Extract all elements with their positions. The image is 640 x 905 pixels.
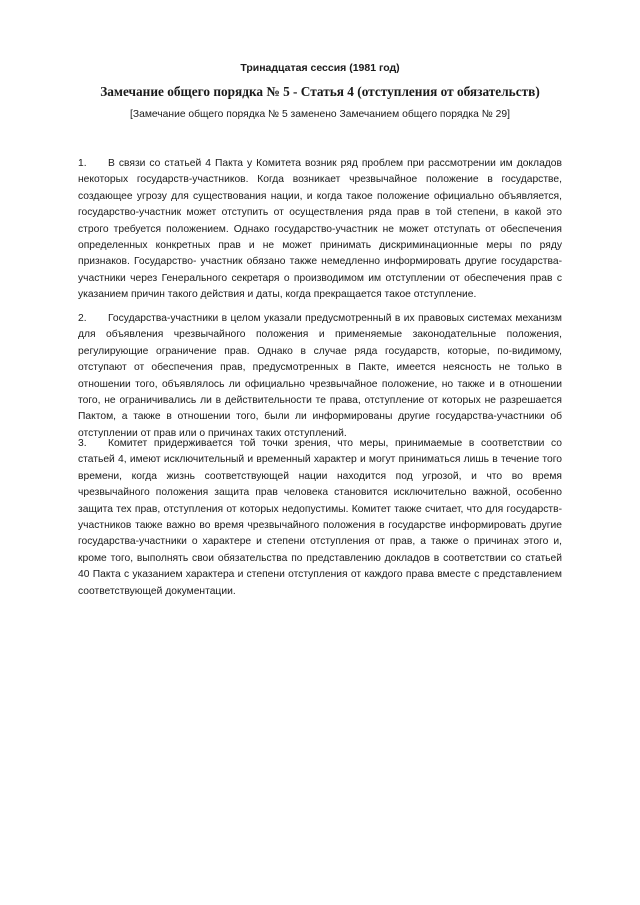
session-heading: Тринадцатая сессия (1981 год)	[240, 62, 400, 74]
document-title: Замечание общего порядка № 5 - Статья 4 (отступления от обязательств)	[100, 84, 540, 99]
paragraph-number: 3.	[78, 438, 87, 449]
paragraph-2	[78, 311, 562, 442]
paragraph-text: Комитет придерживается той точки зрения, что меры, принимаемые в соответствии со статьей 4, имеют исключительный и временный характер и могут приниматься лишь в течение того времени, когда жизнь соответствующей нации находится под угрозой, и что во время чрезвычайного положения защита прав человека становится исключительно важной, особенно защита тех прав, отступления от которых недопустимы. Комитет также считает, что для государств-участников также важно во время чрезвычайного положения в государстве информировать другие государства-участники о характере и степени отступления от прав, а также о причинах этого и, кроме того, выполнять свои обязательства по представлению докладов в соответствии со статьей 40 Пакта с указанием характера и степени отступления от каждого права вместе с представлением соответствующей документации.	[78, 438, 562, 597]
paragraph-number: 1.	[78, 158, 87, 169]
paragraph-3	[78, 436, 562, 600]
replacement-note: [Замечание общего порядка № 5 заменено Замечанием общего порядка № 29]	[130, 109, 510, 120]
paragraph-1	[78, 156, 562, 304]
paragraph-text: Государства-участники в целом указали предусмотренный в их правовых системах механизм для объявления чрезвычайного положения и применяемые законодательные положения, регулирующие ограничение прав. Однако в случае ряда государств, которые, по-видимому, отступают от обеспечения прав, предусмотренных в Пакте, имеется неясность не только в отношении того, объявлялось ли официально чрезвычайное положение, но также и в отношении того, не ограничивались ли в действительности те права, отступление от которых не разрешается Пактом, а также в отношении того, были ли информированы другие государства-участники об отступлении от прав или о причинах таких отступлений.	[78, 313, 562, 439]
paragraph-number: 2.	[78, 313, 87, 324]
paragraph-text: В связи со статьей 4 Пакта у Комитета возник ряд проблем при рассмотрении им докладов некоторых государств-участников. Когда возникает чрезвычайное положение в государстве, создающее угрозу для существования нации, и когда такое положение официально объявляется, государство-участник может отступить от осуществления ряда прав в той степени, в какой это строго требуется положением. Однако государство-участник не может отступать от обеспечения определенных конкретных прав и не может принимать дискриминационные меры по ряду признаков. Государство- участник обязано также немедленно информировать другие государства-участники через Генерального секретаря о производимом им отступлении от обеспечения прав с указанием причин такого действия и даты, когда прекращается такое отступление.	[78, 158, 562, 301]
